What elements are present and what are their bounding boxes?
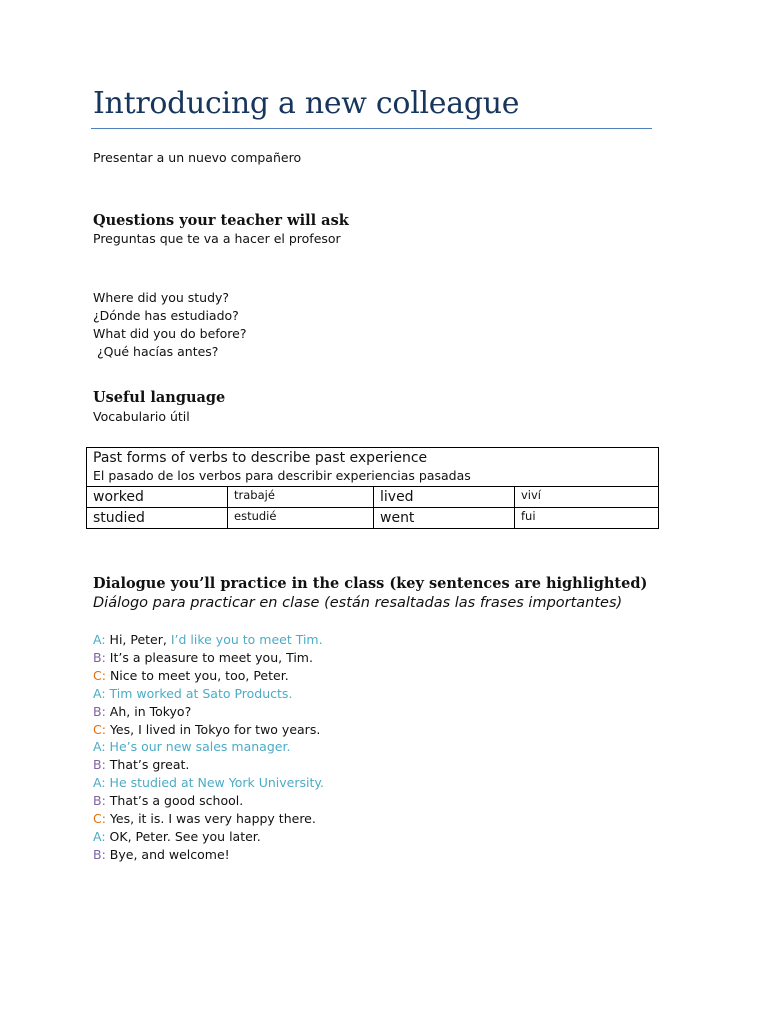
verb-english: lived	[374, 487, 515, 508]
question-line: ¿Dónde has estudiado?	[93, 308, 239, 323]
speaker-label: A:	[93, 828, 106, 844]
dialogue-text: Hi, Peter,	[109, 632, 171, 647]
speaker-label: C:	[93, 721, 106, 737]
verb-english: went	[374, 508, 515, 529]
question-line: Where did you study?	[93, 290, 230, 305]
speaker-label: B:	[93, 649, 106, 665]
dialogue-line	[93, 649, 324, 667]
verb-english: studied	[87, 508, 228, 529]
dialogue-text: That’s great.	[109, 757, 190, 773]
verb-spanish: estudié	[228, 508, 374, 529]
dialogue-text: Ah, in Tokyo?	[109, 703, 192, 719]
dialogue-subheading: Diálogo para practicar en clase (están resaltadas las frases importantes)	[93, 595, 623, 611]
verb-spanish: viví	[515, 487, 659, 508]
dialogue-line	[93, 667, 324, 685]
dialogue-line	[93, 774, 324, 792]
speaker-label: C:	[93, 667, 106, 683]
dialogue-key-sentence: I’d like you to meet Tim.	[170, 632, 323, 647]
speaker-label: A:	[93, 775, 106, 791]
verb-spanish: fui	[515, 508, 659, 529]
dialogue-line	[93, 756, 324, 774]
dialogue-lines	[93, 631, 324, 864]
useful-language-heading: Useful language	[93, 389, 226, 406]
verb-table-header-cell	[87, 448, 659, 487]
dialogue-key-sentence: He’s our new sales manager.	[109, 739, 291, 755]
speaker-label: A:	[93, 685, 106, 701]
dialogue-line	[93, 738, 324, 756]
speaker-label: B:	[93, 703, 106, 719]
dialogue-heading: Dialogue you’ll practice in the class (key sentences are highlighted)	[93, 575, 648, 592]
dialogue-key-sentence: Tim worked at Sato Products.	[109, 685, 293, 701]
table-row	[87, 487, 659, 508]
dialogue-line	[93, 792, 324, 810]
speaker-label: C:	[93, 811, 106, 827]
useful-language-subheading: Vocabulario útil	[93, 409, 190, 424]
verb-english: worked	[87, 487, 228, 508]
dialogue-line	[93, 703, 324, 721]
questions-heading: Questions your teacher will ask	[93, 212, 349, 229]
title-underline	[91, 128, 652, 129]
dialogue-text: Yes, I lived in Tokyo for two years.	[109, 721, 321, 737]
dialogue-text: OK, Peter. See you later.	[109, 828, 261, 844]
verb-spanish: trabajé	[228, 487, 374, 508]
speaker-label: A:	[93, 632, 106, 647]
page-subtitle: Presentar a un nuevo compañero	[93, 150, 302, 165]
verb-table-header-row	[87, 448, 659, 487]
table-row	[87, 508, 659, 529]
verb-table-header-title: Past forms of verbs to describe past experience	[93, 450, 428, 466]
verb-table-header-subtitle: El pasado de los verbos para describir experiencias pasadas	[93, 468, 471, 483]
dialogue-line	[93, 846, 324, 864]
questions-subheading: Preguntas que te va a hacer el profesor	[93, 231, 341, 246]
dialogue-text: Yes, it is. I was very happy there.	[109, 811, 316, 827]
dialogue-line	[93, 631, 324, 649]
speaker-label: B:	[93, 846, 106, 862]
dialogue-line	[93, 810, 324, 828]
dialogue-text: Bye, and welcome!	[109, 846, 230, 862]
speaker-label: B:	[93, 757, 106, 773]
dialogue-line	[93, 721, 324, 739]
question-line: What did you do before?	[93, 326, 247, 341]
question-line: ¿Qué hacías antes?	[93, 344, 219, 359]
page-title: Introducing a new colleague	[93, 86, 520, 121]
dialogue-key-sentence: He studied at New York University.	[109, 775, 324, 791]
speaker-label: A:	[93, 739, 106, 755]
dialogue-text: It’s a pleasure to meet you, Tim.	[109, 649, 313, 665]
dialogue-text: That’s a good school.	[109, 793, 244, 809]
verb-table	[86, 447, 659, 529]
dialogue-text: Nice to meet you, too, Peter.	[109, 667, 289, 683]
speaker-label: B:	[93, 793, 106, 809]
dialogue-line	[93, 685, 324, 703]
dialogue-line	[93, 828, 324, 846]
